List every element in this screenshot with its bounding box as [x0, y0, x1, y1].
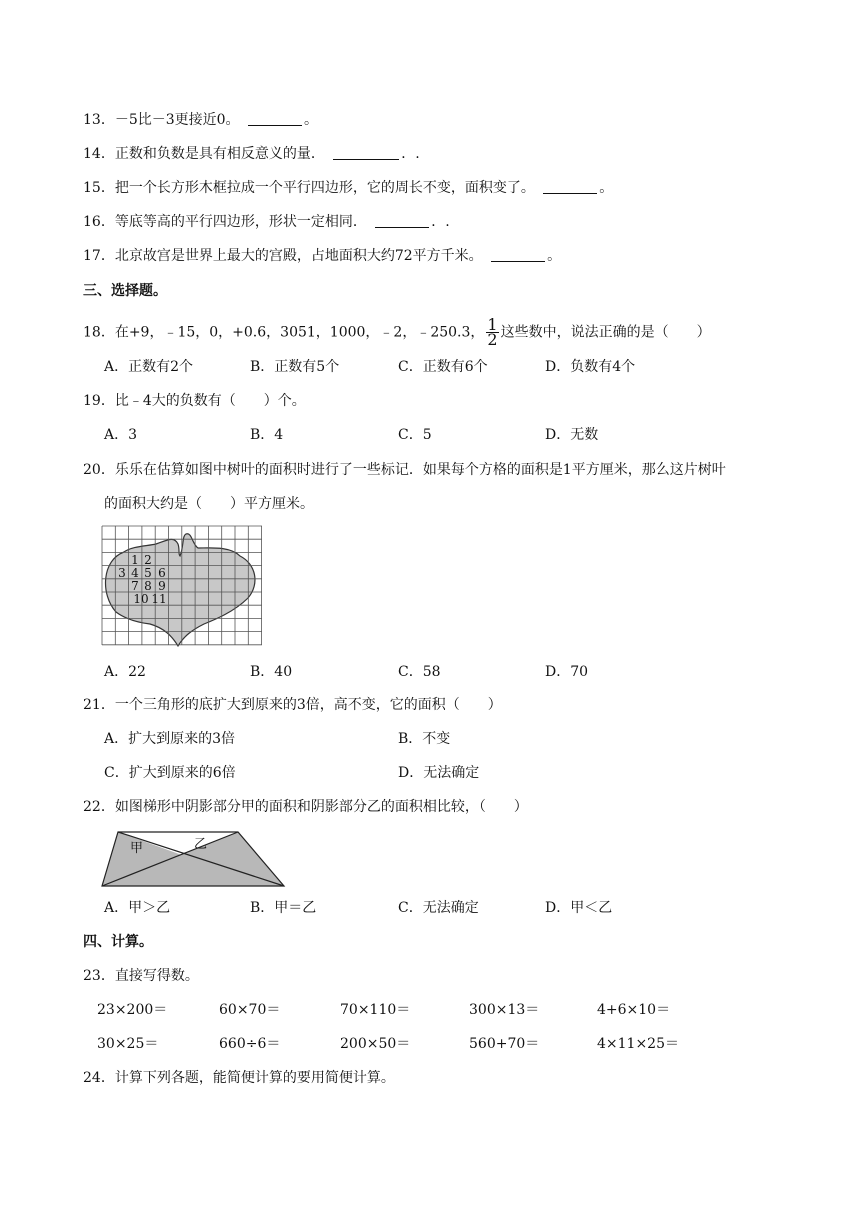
label-yi: 乙 — [194, 837, 208, 852]
leaf-label: 4 — [131, 566, 139, 580]
fraction-numerator: 1 — [487, 315, 498, 334]
option-b[interactable]: B．不变 — [398, 731, 451, 747]
answer-blank[interactable] — [248, 111, 302, 126]
option-c[interactable]: C．5 — [398, 427, 432, 443]
question-19: 19．比﹣4大的负数有（ ）个。 — [83, 393, 306, 409]
option-c[interactable]: C．无法确定 — [398, 900, 479, 916]
leaf-grid-figure — [100, 524, 264, 648]
answer-blank[interactable] — [491, 247, 545, 262]
question-end: 。 — [304, 112, 318, 128]
question-text: 14．正数和负数是具有相反意义的量． — [83, 146, 325, 162]
question-text: 15．把一个长方形木框拉成一个平行四边形，它的周长不变，面积变了。 — [83, 180, 535, 196]
leaf-label: 8 — [144, 579, 152, 593]
trapezoid-figure — [98, 826, 288, 890]
option-c[interactable]: C．扩大到原来的6倍 — [104, 765, 236, 781]
leaf-label: 9 — [158, 579, 166, 593]
section-heading-choice: 三、选择题。 — [83, 283, 167, 299]
leaf-label: 10 — [133, 592, 149, 606]
question-23: 23．直接写得数。 — [83, 968, 199, 984]
answer-blank[interactable] — [543, 179, 597, 194]
option-c[interactable]: C．58 — [398, 664, 441, 680]
calc-item: 200×50＝ — [340, 1036, 411, 1052]
leaf-label: 6 — [158, 566, 166, 580]
leaf-label: 2 — [144, 553, 152, 567]
leaf-label: 1 — [131, 553, 139, 567]
option-d[interactable]: D．无数 — [545, 427, 599, 443]
option-c[interactable]: C．正数有6个 — [398, 359, 488, 375]
fraction-denominator: 2 — [487, 330, 498, 349]
question-text-after: 这些数中，说法正确的是（ ） — [500, 324, 711, 341]
question-end: ．. — [431, 214, 450, 230]
question-text: 18．在+9，﹣15，0，+0.6，3051，1000，﹣2，﹣250.3， — [83, 324, 485, 341]
calc-item: 70×110＝ — [340, 1002, 411, 1018]
question-18 — [83, 315, 711, 349]
option-b[interactable]: B．40 — [250, 664, 293, 680]
leaf-label: 3 — [118, 566, 126, 580]
leaf-label: 7 — [131, 579, 139, 593]
question-13 — [83, 110, 318, 130]
option-d[interactable]: D．70 — [545, 664, 589, 680]
answer-blank[interactable] — [375, 213, 429, 228]
calc-item: 4+6×10＝ — [597, 1002, 671, 1018]
option-d[interactable]: D．甲＜乙 — [545, 900, 613, 916]
question-21: 21．一个三角形的底扩大到原来的3倍，高不变，它的面积（ ） — [83, 697, 502, 713]
question-20-line1: 20．乐乐在估算如图中树叶的面积时进行了一些标记．如果每个方格的面积是1平方厘米，那么这片树叶 — [83, 462, 726, 478]
option-b[interactable]: B．4 — [250, 427, 284, 443]
question-14 — [83, 144, 420, 164]
question-end: 。 — [547, 248, 562, 264]
question-end: ．. — [401, 146, 420, 162]
question-text: 16．等底等高的平行四边形，形状一定相同． — [83, 214, 367, 230]
calc-item: 660÷6＝ — [219, 1036, 281, 1052]
answer-blank[interactable] — [333, 145, 399, 160]
leaf-label: 11 — [151, 592, 167, 606]
leaf-shape — [106, 534, 255, 646]
option-a[interactable]: A．22 — [104, 664, 146, 680]
question-end: 。 — [599, 180, 614, 196]
question-22: 22．如图梯形中阴影部分甲的面积和阴影部分乙的面积相比较，（ ） — [83, 799, 528, 815]
option-a[interactable]: A．3 — [104, 427, 138, 443]
question-24: 24．计算下列各题，能简便计算的要用简便计算。 — [83, 1070, 395, 1086]
option-b[interactable]: B．正数有5个 — [250, 359, 340, 375]
calc-item: 4×11×25＝ — [597, 1036, 679, 1052]
calc-item: 300×13＝ — [469, 1002, 540, 1018]
label-jia: 甲 — [130, 841, 144, 856]
calc-item: 60×70＝ — [219, 1002, 281, 1018]
option-a[interactable]: A．正数有2个 — [104, 359, 194, 375]
option-b[interactable]: B．甲＝乙 — [250, 900, 317, 916]
option-a[interactable]: A．甲＞乙 — [104, 900, 171, 916]
option-a[interactable]: A．扩大到原来的3倍 — [104, 731, 236, 747]
leaf-label: 5 — [144, 566, 152, 580]
calc-item: 23×200＝ — [97, 1002, 168, 1018]
calc-item: 560+70＝ — [469, 1036, 540, 1052]
question-text: 13．－5比－3更接近0。 — [83, 112, 240, 128]
section-heading-calculation: 四、计算。 — [83, 934, 153, 950]
option-d[interactable]: D．负数有4个 — [545, 359, 636, 375]
question-17 — [83, 246, 561, 266]
question-text: 17．北京故宫是世界上最大的宫殿，占地面积大约72平方千米。 — [83, 248, 483, 264]
question-15 — [83, 178, 613, 198]
fraction-one-half — [486, 315, 498, 349]
question-16 — [83, 212, 450, 232]
question-20-line2: 的面积大约是（ ）平方厘米。 — [104, 496, 314, 512]
option-d[interactable]: D．无法确定 — [398, 765, 480, 781]
calc-item: 30×25＝ — [97, 1036, 159, 1052]
